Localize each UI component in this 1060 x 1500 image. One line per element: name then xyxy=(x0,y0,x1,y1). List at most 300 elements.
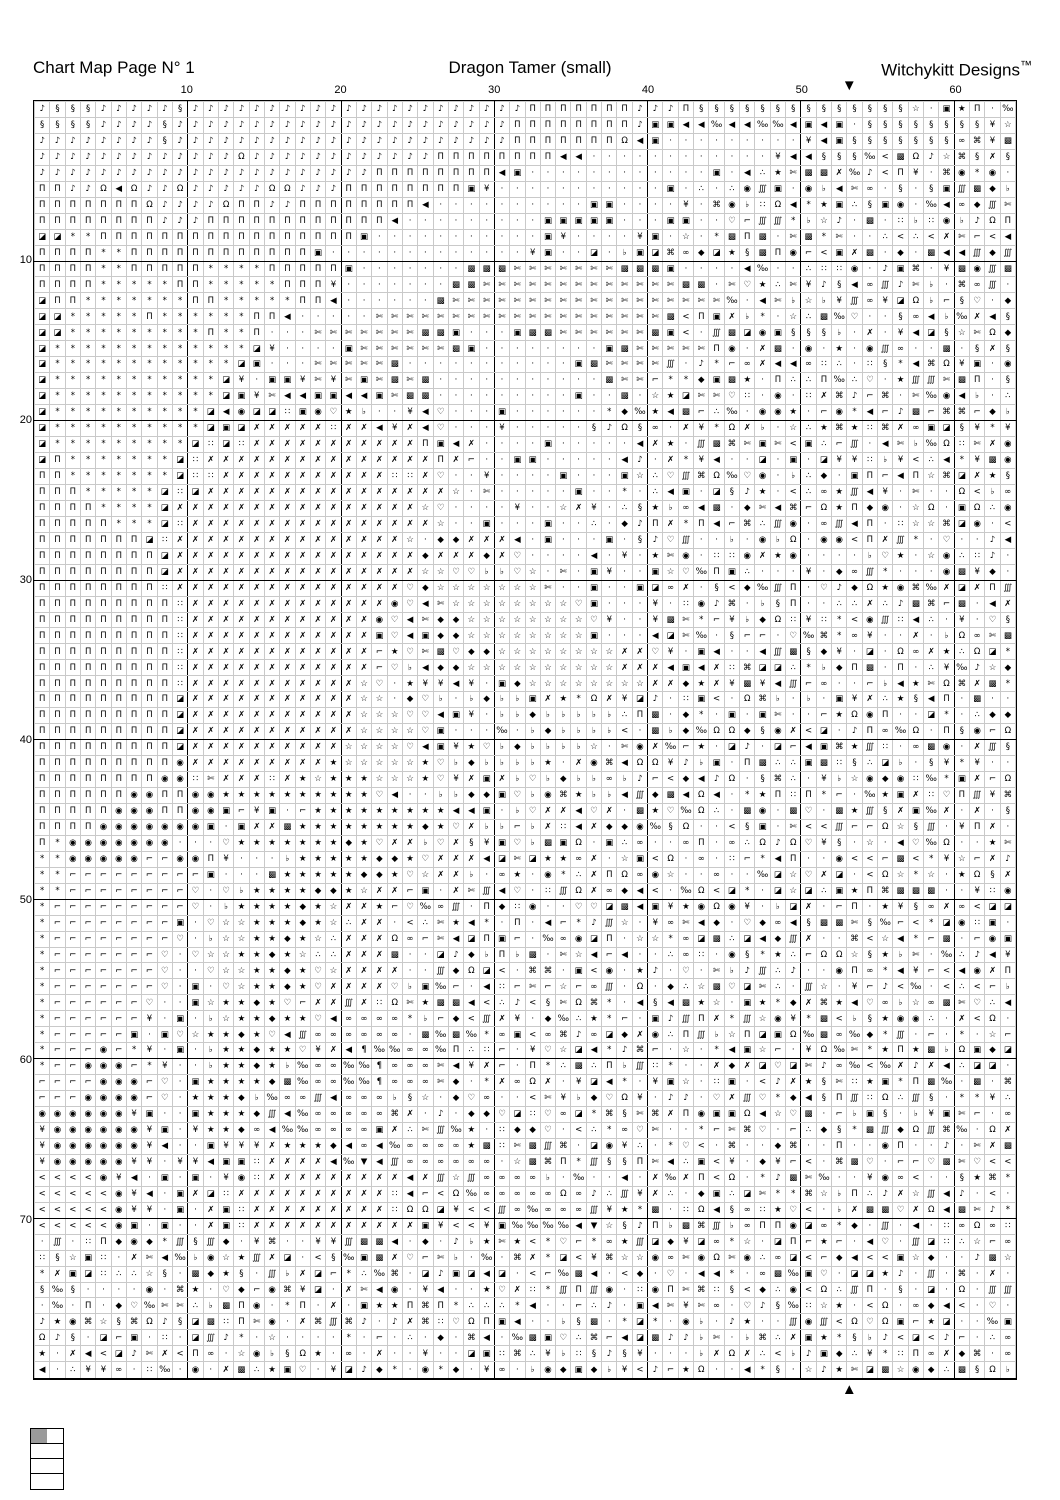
stitch-cell: ☆ xyxy=(678,1043,693,1059)
stitch-cell: · xyxy=(678,1186,693,1202)
stitch-cell: Π xyxy=(50,468,65,484)
stitch-grid-row xyxy=(35,612,1016,628)
stitch-cell: ◀ xyxy=(617,947,632,963)
stitch-cell: ▣ xyxy=(954,772,969,788)
stitch-cell: · xyxy=(448,245,463,261)
stitch-cell: ◀ xyxy=(280,1107,295,1123)
stitch-cell: * xyxy=(755,309,770,325)
stitch-cell: ⌐ xyxy=(924,963,939,979)
stitch-cell: ✄ xyxy=(632,373,647,389)
stitch-cell: ✗ xyxy=(249,628,264,644)
stitch-cell: ∞ xyxy=(341,1107,356,1123)
stitch-cell: Π xyxy=(126,548,141,564)
stitch-cell: ⌐ xyxy=(65,1027,80,1043)
stitch-cell: Π xyxy=(80,516,95,532)
stitch-cell: ⌘ xyxy=(310,1314,325,1330)
stitch-cell: Π xyxy=(111,229,126,245)
stitch-cell: ✄ xyxy=(678,293,693,309)
stitch-cell: ◉ xyxy=(111,1059,126,1075)
stitch-cell: * xyxy=(755,947,770,963)
stitch-cell: ♪ xyxy=(663,102,678,118)
stitch-cell: ▣ xyxy=(540,213,555,229)
stitch-cell: * xyxy=(80,437,95,453)
stitch-cell: ♪ xyxy=(234,102,249,118)
stitch-cell: ▩ xyxy=(264,867,279,883)
stitch-cell: · xyxy=(709,277,724,293)
stitch-cell: ◉ xyxy=(172,756,187,772)
stitch-cell: · xyxy=(157,1202,172,1218)
stitch-cell: ✄ xyxy=(356,325,371,341)
stitch-cell: ∭ xyxy=(602,915,617,931)
stitch-cell: ✗ xyxy=(862,596,877,612)
stitch-cell: * xyxy=(801,197,816,213)
stitch-cell: ∭ xyxy=(847,293,862,309)
stitch-cell: < xyxy=(709,1154,724,1170)
stitch-cell: Ω xyxy=(878,867,893,883)
stitch-cell: ▣ xyxy=(218,803,233,819)
stitch-cell: ♪ xyxy=(893,596,908,612)
stitch-cell: * xyxy=(50,421,65,437)
stitch-cell: ✗ xyxy=(295,564,310,580)
stitch-cell: Π xyxy=(35,532,50,548)
stitch-cell: ♪ xyxy=(188,149,203,165)
stitch-cell: Π xyxy=(50,277,65,293)
stitch-cell: · xyxy=(816,564,831,580)
stitch-cell: ◪ xyxy=(632,692,647,708)
stitch-cell: ∞ xyxy=(310,1059,325,1075)
stitch-cell: ✗ xyxy=(249,532,264,548)
stitch-cell: ⌐ xyxy=(540,979,555,995)
stitch-cell: Π xyxy=(188,277,203,293)
stitch-cell: ▣ xyxy=(510,452,525,468)
stitch-cell: · xyxy=(632,389,647,405)
stitch-cell: ♭ xyxy=(540,1170,555,1186)
stitch-grid-row xyxy=(35,516,1016,532)
stitch-cell: ◆ xyxy=(111,1234,126,1250)
stitch-cell: · xyxy=(464,357,479,373)
stitch-cell: ✗ xyxy=(356,596,371,612)
stitch-grid-row xyxy=(35,341,1016,357)
stitch-cell: ◪ xyxy=(157,564,172,580)
center-marker-top: ▼ xyxy=(841,77,857,94)
stitch-cell: ✗ xyxy=(970,580,985,596)
stitch-cell: < xyxy=(663,772,678,788)
stitch-cell: ☆ xyxy=(648,931,663,947)
stitch-cell: ∭ xyxy=(709,1218,724,1234)
stitch-cell: ♪ xyxy=(326,165,341,181)
stitch-cell: ◪ xyxy=(479,963,494,979)
stitch-cell: ◪ xyxy=(924,1282,939,1298)
stitch-cell: ▣ xyxy=(433,724,448,740)
stitch-cell: · xyxy=(188,1043,203,1059)
stitch-cell: ∞ xyxy=(985,1218,1000,1234)
stitch-cell: ◆ xyxy=(694,373,709,389)
stitch-cell: ✗ xyxy=(985,437,1000,453)
stitch-cell: ∞ xyxy=(617,1123,632,1139)
stitch-cell: ¥ xyxy=(678,197,693,213)
stitch-cell: < xyxy=(970,484,985,500)
stitch-cell: ∴ xyxy=(586,1298,601,1314)
stitch-cell: ♭ xyxy=(663,1218,678,1234)
stitch-cell: · xyxy=(939,1266,954,1282)
stitch-cell: Π xyxy=(510,133,525,149)
stitch-cell: Ω xyxy=(786,532,801,548)
stitch-cell: ✗ xyxy=(295,468,310,484)
stitch-cell: ▣ xyxy=(678,660,693,676)
stitch-cell: ♡ xyxy=(939,787,954,803)
stitch-cell: ∴ xyxy=(786,660,801,676)
stitch-cell: ◆ xyxy=(678,708,693,724)
stitch-cell: ◀ xyxy=(709,516,724,532)
stitch-cell: Π xyxy=(709,341,724,357)
stitch-cell: ▩ xyxy=(816,165,831,181)
stitch-cell: ◉ xyxy=(878,1138,893,1154)
stitch-cell: ▩ xyxy=(571,1059,586,1075)
stitch-cell: · xyxy=(939,1091,954,1107)
stitch-cell: ♪ xyxy=(387,102,402,118)
stitch-cell: ★ xyxy=(234,995,249,1011)
stitch-cell: ⌐ xyxy=(111,995,126,1011)
stitch-cell: ¥ xyxy=(433,1218,448,1234)
stitch-cell: ♪ xyxy=(479,133,494,149)
stitch-cell: ✄ xyxy=(556,325,571,341)
stitch-cell: · xyxy=(663,421,678,437)
stitch-cell: ✗ xyxy=(264,1138,279,1154)
stitch-cell: ¥ xyxy=(893,452,908,468)
stitch-cell: ★ xyxy=(295,835,310,851)
stitch-cell: ◉ xyxy=(372,612,387,628)
stitch-cell: * xyxy=(280,293,295,309)
stitch-cell: · xyxy=(908,1027,923,1043)
stitch-cell: ▩ xyxy=(939,995,954,1011)
stitch-cell: ★ xyxy=(878,1011,893,1027)
stitch-cell: Π xyxy=(157,676,172,692)
stitch-cell: ✗ xyxy=(218,452,233,468)
stitch-cell: ♡ xyxy=(157,1091,172,1107)
stitch-cell: ✗ xyxy=(326,564,341,580)
stitch-cell: ◪ xyxy=(724,740,739,756)
stitch-cell: ◪ xyxy=(648,1234,663,1250)
stitch-cell: ♡ xyxy=(801,867,816,883)
stitch-cell: ★ xyxy=(571,787,586,803)
stitch-cell: Ω xyxy=(387,931,402,947)
stitch-cell: ★ xyxy=(939,644,954,660)
stitch-cell: ★ xyxy=(648,803,663,819)
stitch-cell: ✗ xyxy=(356,484,371,500)
stitch-cell: · xyxy=(556,484,571,500)
stitch-cell: ⌐ xyxy=(295,995,310,1011)
stitch-cell: ✗ xyxy=(218,548,233,564)
stitch-cell: Ω xyxy=(448,1186,463,1202)
stitch-cell: ♡ xyxy=(310,979,325,995)
stitch-cell: Π xyxy=(35,197,50,213)
stitch-cell: ◆ xyxy=(755,1154,770,1170)
stitch-cell: ✗ xyxy=(264,740,279,756)
stitch-cell: · xyxy=(602,580,617,596)
stitch-cell: ∞ xyxy=(510,1202,525,1218)
stitch-cell: ♭ xyxy=(801,692,816,708)
stitch-cell: ✗ xyxy=(326,660,341,676)
stitch-cell: ‰ xyxy=(847,1027,862,1043)
stitch-cell: · xyxy=(985,1107,1000,1123)
stitch-cell: ▩ xyxy=(862,1123,877,1139)
stitch-cell: ★ xyxy=(908,1043,923,1059)
stitch-cell: ◉ xyxy=(939,213,954,229)
stitch-cell: * xyxy=(970,1091,985,1107)
stitch-cell: ◪ xyxy=(801,883,816,899)
stitch-cell: · xyxy=(602,437,617,453)
stitch-cell: ⌐ xyxy=(786,1123,801,1139)
stitch-cell: ⌐ xyxy=(157,851,172,867)
stitch-cell: Π xyxy=(908,468,923,484)
stitch-cell: ∴ xyxy=(985,995,1000,1011)
stitch-cell: ◪ xyxy=(862,1266,877,1282)
stitch-cell: ♪ xyxy=(970,947,985,963)
stitch-cell: ♪ xyxy=(755,1298,770,1314)
stitch-cell: ☆ xyxy=(494,628,509,644)
stitch-cell: < xyxy=(65,1202,80,1218)
stitch-cell: ✗ xyxy=(356,1170,371,1186)
stitch-cell: Π xyxy=(80,261,95,277)
stitch-cell: ¥ xyxy=(694,452,709,468)
stitch-cell: · xyxy=(510,1043,525,1059)
stitch-cell: ♪ xyxy=(402,133,417,149)
stitch-cell: ☆ xyxy=(540,660,555,676)
stitch-cell: ▩ xyxy=(970,1075,985,1091)
stitch-cell: Π xyxy=(571,1282,586,1298)
stitch-cell: ◉ xyxy=(80,1123,95,1139)
stitch-cell: · xyxy=(341,293,356,309)
stitch-cell: ✄ xyxy=(678,612,693,628)
stitch-cell: ♭ xyxy=(464,692,479,708)
stitch-cell: * xyxy=(188,373,203,389)
stitch-cell: ∭ xyxy=(924,819,939,835)
stitch-cell: ✄ xyxy=(924,676,939,692)
stitch-cell: ☆ xyxy=(234,963,249,979)
stitch-cell: * xyxy=(1000,1170,1015,1186)
stitch-cell: ∷ xyxy=(188,452,203,468)
stitch-cell: ✗ xyxy=(264,580,279,596)
stitch-cell: ★ xyxy=(218,1091,233,1107)
stitch-cell: ★ xyxy=(878,947,893,963)
stitch-cell: Π xyxy=(35,740,50,756)
stitch-cell: ◆ xyxy=(586,1091,601,1107)
stitch-cell: ¥ xyxy=(954,357,969,373)
stitch-cell: ¥ xyxy=(142,1043,157,1059)
stitch-cell: ⌐ xyxy=(801,500,816,516)
stitch-cell: ☆ xyxy=(494,644,509,660)
stitch-cell: ▩ xyxy=(908,405,923,421)
stitch-cell: · xyxy=(1000,165,1015,181)
stitch-cell: ♡ xyxy=(402,899,417,915)
stitch-cell: ◉ xyxy=(50,1138,65,1154)
stitch-cell: § xyxy=(1000,803,1015,819)
stitch-cell: ▩ xyxy=(862,213,877,229)
stitch-cell: · xyxy=(556,373,571,389)
stitch-cell: ✄ xyxy=(908,947,923,963)
stitch-cell: ✗ xyxy=(510,1282,525,1298)
stitch-cell: ‰ xyxy=(924,772,939,788)
stitch-cell: · xyxy=(694,867,709,883)
stitch-cell: ☆ xyxy=(96,1314,111,1330)
stitch-cell: · xyxy=(755,740,770,756)
stitch-cell: ♪ xyxy=(142,102,157,118)
stitch-cell: ♪ xyxy=(908,1059,923,1075)
stitch-cell: · xyxy=(694,548,709,564)
stitch-cell: * xyxy=(65,389,80,405)
stitch-cell: * xyxy=(770,995,785,1011)
stitch-cell: Ω xyxy=(770,197,785,213)
stitch-cell: ♡ xyxy=(510,883,525,899)
stitch-cell: ∴ xyxy=(954,644,969,660)
stitch-cell: ✗ xyxy=(448,883,463,899)
stitch-cell: ◆ xyxy=(878,772,893,788)
stitch-cell: * xyxy=(96,389,111,405)
stitch-cell: ◉ xyxy=(111,851,126,867)
stitch-cell: ⌐ xyxy=(878,405,893,421)
stitch-cell: · xyxy=(893,1218,908,1234)
stitch-cell: ¥ xyxy=(648,915,663,931)
stitch-cell: · xyxy=(571,373,586,389)
stitch-cell: ∷ xyxy=(218,1314,233,1330)
stitch-cell: ✗ xyxy=(832,165,847,181)
stitch-cell: ‰ xyxy=(678,803,693,819)
stitch-cell: ☆ xyxy=(402,772,417,788)
stitch-cell: * xyxy=(126,325,141,341)
stitch-cell: ◪ xyxy=(893,293,908,309)
stitch-cell: ♭ xyxy=(617,772,632,788)
stitch-cell: ∴ xyxy=(678,1154,693,1170)
stitch-cell: ▩ xyxy=(786,803,801,819)
stitch-cell: ✗ xyxy=(310,452,325,468)
stitch-cell: ♡ xyxy=(448,819,463,835)
stitch-cell: ☆ xyxy=(908,1186,923,1202)
stitch-cell: ‰ xyxy=(418,899,433,915)
stitch-cell: ∭ xyxy=(862,740,877,756)
stitch-cell: ✗ xyxy=(341,899,356,915)
stitch-cell: · xyxy=(617,197,632,213)
stitch-cell: ♡ xyxy=(510,835,525,851)
stitch-cell: Ω xyxy=(694,1202,709,1218)
stitch-grid-row xyxy=(35,1154,1016,1170)
stitch-cell: · xyxy=(617,612,632,628)
stitch-cell: ✄ xyxy=(694,389,709,405)
stitch-cell: ✄ xyxy=(678,628,693,644)
stitch-cell: ◪ xyxy=(35,421,50,437)
stitch-cell: ⌐ xyxy=(50,899,65,915)
stitch-cell: ▣ xyxy=(862,1107,877,1123)
stitch-cell: ☆ xyxy=(418,1091,433,1107)
stitch-cell: ✄ xyxy=(479,309,494,325)
stitch-cell: ♡ xyxy=(540,1107,555,1123)
stitch-cell: § xyxy=(801,102,816,118)
stitch-cell: ✄ xyxy=(893,437,908,453)
stitch-cell: ◀ xyxy=(372,1154,387,1170)
stitch-cell: ◉ xyxy=(249,1298,264,1314)
stitch-cell: § xyxy=(172,1314,187,1330)
stitch-cell: ⌐ xyxy=(65,963,80,979)
stitch-cell: Π xyxy=(172,245,187,261)
stitch-cell: ◪ xyxy=(648,580,663,596)
stitch-cell: ♡ xyxy=(326,405,341,421)
stitch-cell: ▩ xyxy=(847,1154,862,1170)
stitch-cell: ♭ xyxy=(663,500,678,516)
stitch-cell: ✗ xyxy=(264,421,279,437)
stitch-cell: ◉ xyxy=(157,772,172,788)
stitch-grid-row xyxy=(35,644,1016,660)
stitch-cell: ◉ xyxy=(648,1250,663,1266)
stitch-cell: · xyxy=(694,963,709,979)
stitch-cell: · xyxy=(908,548,923,564)
stitch-cell: Ω xyxy=(939,357,954,373)
stitch-cell: ‰ xyxy=(924,580,939,596)
stitch-cell: ★ xyxy=(295,1011,310,1027)
stitch-cell: ★ xyxy=(832,484,847,500)
stitch-cell: ✄ xyxy=(678,1250,693,1266)
stitch-cell: ◉ xyxy=(770,405,785,421)
stitch-cell: ⌐ xyxy=(878,851,893,867)
stitch-cell: ♪ xyxy=(188,197,203,213)
stitch-cell: · xyxy=(632,612,647,628)
stitch-cell: < xyxy=(724,819,739,835)
stitch-cell: · xyxy=(709,261,724,277)
stitch-cell: · xyxy=(571,229,586,245)
stitch-cell: < xyxy=(525,1091,540,1107)
stitch-cell: Π xyxy=(142,692,157,708)
stitch-cell: ✗ xyxy=(203,452,218,468)
stitch-cell: § xyxy=(1000,468,1015,484)
stitch-cell: ∴ xyxy=(188,1298,203,1314)
stitch-cell: * xyxy=(142,437,157,453)
stitch-cell: ★ xyxy=(694,676,709,692)
stitch-cell: * xyxy=(80,309,95,325)
stitch-cell: Π xyxy=(142,644,157,660)
stitch-cell: ∷ xyxy=(678,596,693,612)
stitch-cell: ‰ xyxy=(341,1075,356,1091)
stitch-cell: Π xyxy=(80,532,95,548)
stitch-cell: Π xyxy=(188,245,203,261)
stitch-cell: · xyxy=(249,867,264,883)
stitch-cell: ▩ xyxy=(433,995,448,1011)
stitch-cell: ∞ xyxy=(341,1011,356,1027)
stitch-cell: ▩ xyxy=(908,596,923,612)
stitch-cell: ⌐ xyxy=(970,851,985,867)
stitch-cell: ⌐ xyxy=(433,1011,448,1027)
stitch-cell: ∴ xyxy=(663,947,678,963)
stitch-cell: § xyxy=(540,995,555,1011)
stitch-cell: * xyxy=(571,915,586,931)
stitch-cell: ¥ xyxy=(862,628,877,644)
stitch-cell: ◪ xyxy=(50,325,65,341)
stitch-cell: ⌘ xyxy=(556,1138,571,1154)
stitch-cell: Ω xyxy=(724,772,739,788)
stitch-cell: ♭ xyxy=(816,293,831,309)
stitch-cell: ∭ xyxy=(985,740,1000,756)
stitch-cell: ☆ xyxy=(632,1250,647,1266)
stitch-cell: ★ xyxy=(510,1234,525,1250)
stitch-cell: ✗ xyxy=(939,803,954,819)
stitch-cell: ☆ xyxy=(602,676,617,692)
stitch-cell: · xyxy=(295,1234,310,1250)
stitch-cell: ☆ xyxy=(433,580,448,596)
stitch-cell: Ω xyxy=(694,787,709,803)
stitch-cell: ♪ xyxy=(341,165,356,181)
stitch-cell: ◀ xyxy=(663,405,678,421)
stitch-cell: ♪ xyxy=(586,1186,601,1202)
stitch-cell: ⌐ xyxy=(464,452,479,468)
stitch-cell: Π xyxy=(65,484,80,500)
stitch-cell: ◀ xyxy=(770,851,785,867)
